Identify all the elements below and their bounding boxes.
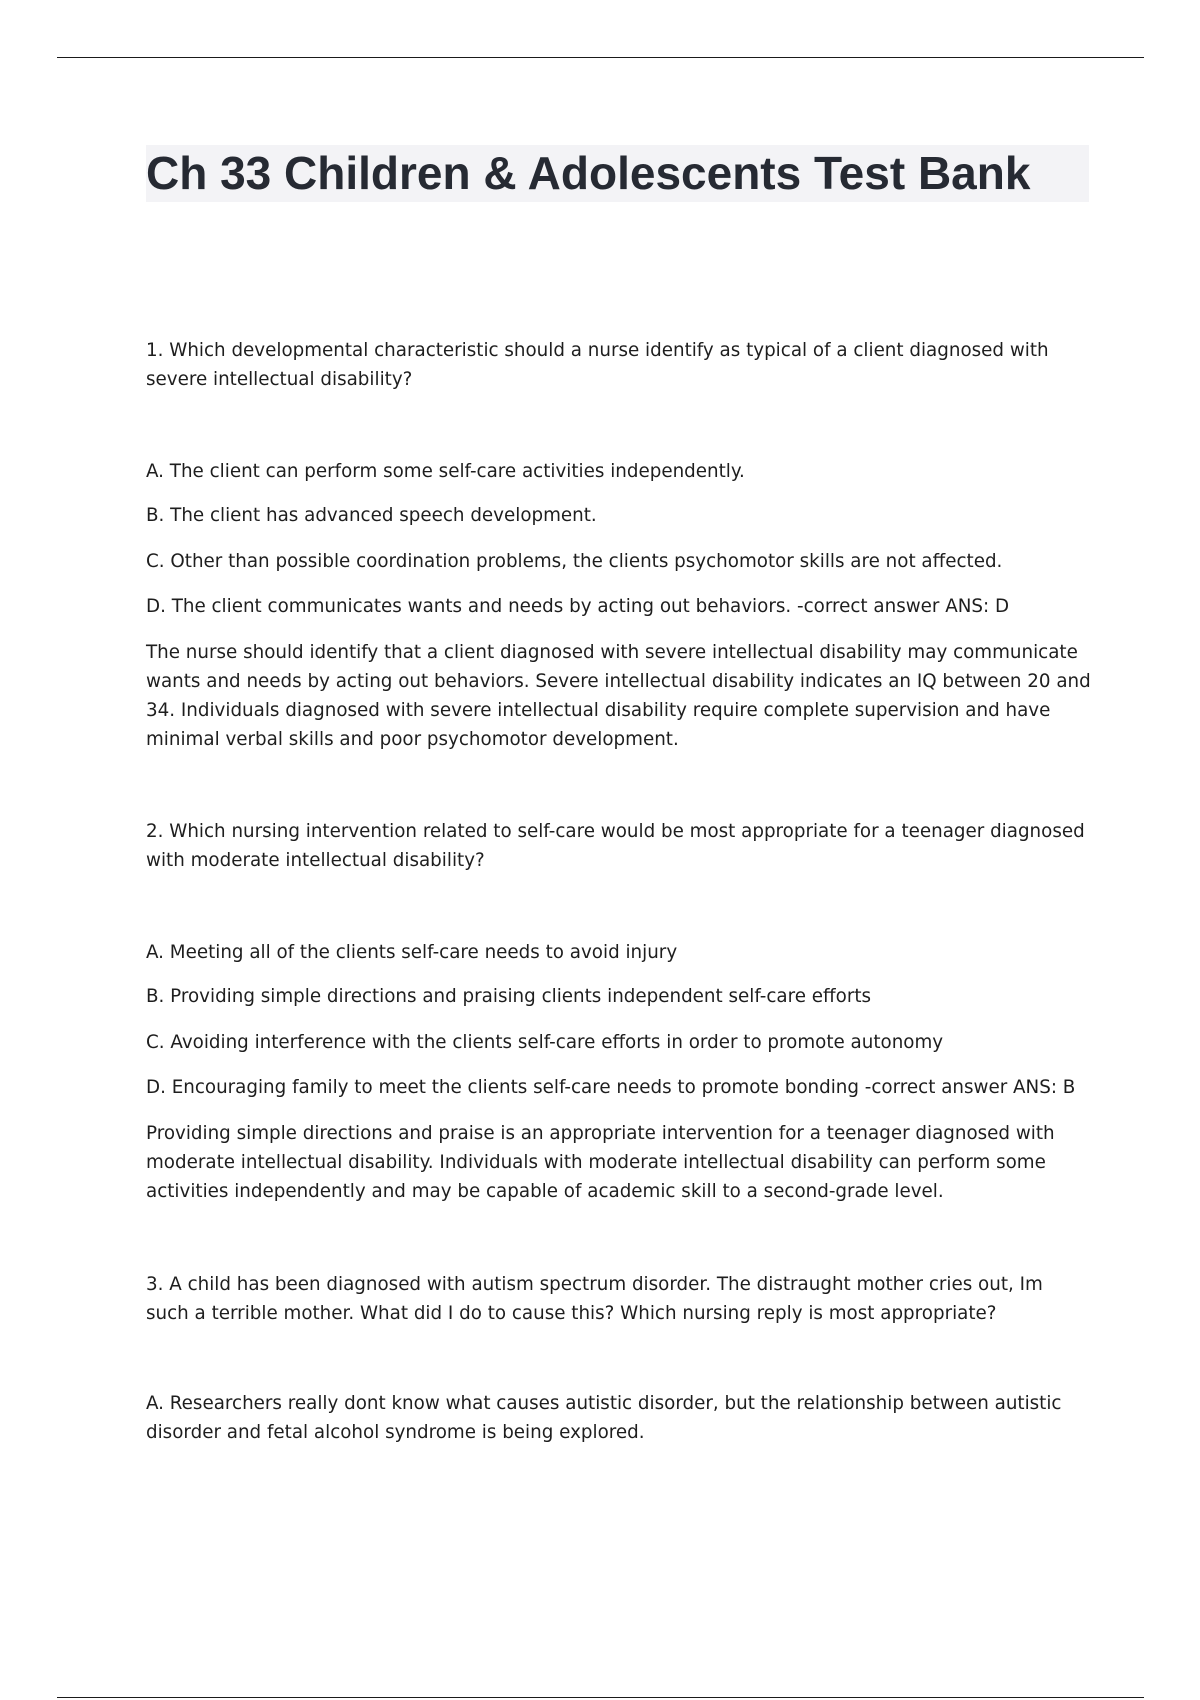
question-3-option-a: A. Researchers really dont know what causes autistic disorder, but the relationship between autistic disorder and fetal alcohol syndrome is being explored. <box>146 1393 1062 1443</box>
question-2-rationale: Providing simple directions and praise is an appropriate intervention for a teenager diagnosed with moderate intellectual disability. Individuals with moderate intellectual disability can perform some activities independently and may be capable of academic skill to a second-grade level. <box>146 1123 1055 1202</box>
question-1-option-a: A. The client can perform some self-care activities independently. <box>146 461 745 482</box>
question-1-option-d: D. The client communicates wants and needs by acting out behaviors. -correct answer ANS: D <box>146 596 1010 617</box>
question-1-stem: 1. Which developmental characteristic should a nurse identify as typical of a client diagnosed with severe intellectual disability? <box>146 340 1049 390</box>
question-2-stem: 2. Which nursing intervention related to self-care would be most appropriate for a teenager diagnosed with moderate intellectual disability? <box>146 821 1085 871</box>
question-2-option-d: D. Encouraging family to meet the clients self-care needs to promote bonding -correct answer ANS: B <box>146 1077 1076 1098</box>
document-title: Ch 33 Children & Adolescents Test Bank <box>146 147 1031 199</box>
question-1-option-c: C. Other than possible coordination problems, the clients psychomotor skills are not affected. <box>146 551 1003 572</box>
question-3-stem: 3. A child has been diagnosed with autism spectrum disorder. The distraught mother cries out, Im such a terrible mother. What did I do to cause this? Which nursing reply is most appropriate? <box>146 1274 1043 1324</box>
question-1-rationale: The nurse should identify that a client diagnosed with severe intellectual disability may communicate wants and needs by acting out behaviors. Severe intellectual disability indicates an IQ between 20 and 34. Individuals diagnosed with severe intellectual disability require complete supervision and have minimal verbal skills and poor psychomotor development. <box>146 642 1091 750</box>
question-1-option-b: B. The client has advanced speech development. <box>146 505 597 526</box>
question-2-option-b: B. Providing simple directions and praising clients independent self-care efforts <box>146 986 872 1007</box>
top-rule <box>57 57 1144 58</box>
bottom-rule <box>57 1697 1144 1698</box>
question-2-option-c: C. Avoiding interference with the clients self-care efforts in order to promote autonomy <box>146 1032 944 1053</box>
question-2-option-a: A. Meeting all of the clients self-care needs to avoid injury <box>146 942 678 963</box>
